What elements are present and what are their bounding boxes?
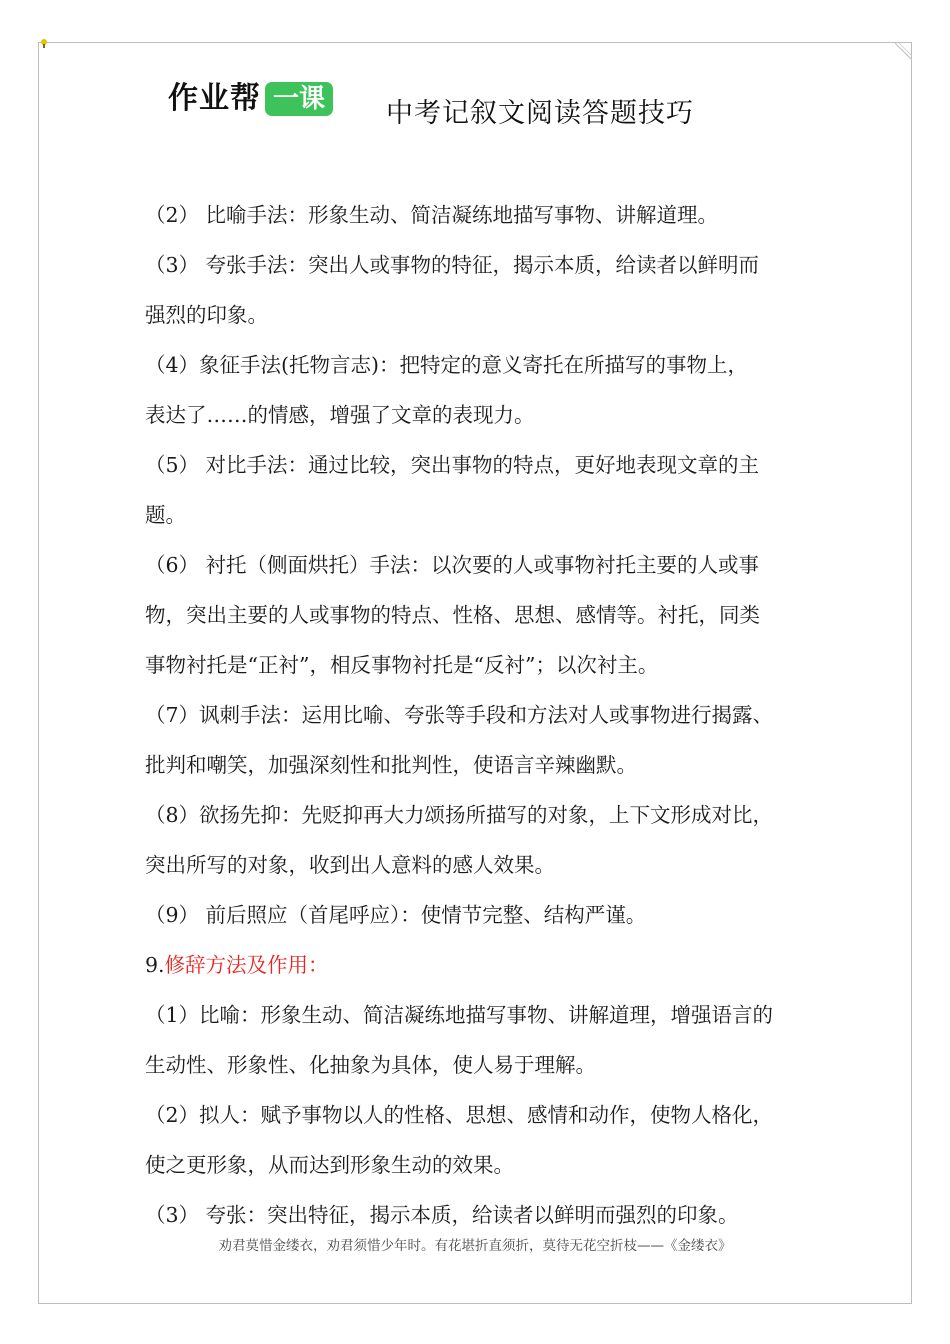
text-line: 突出所写的对象，收到出人意料的感人效果。 — [145, 853, 555, 877]
logo-badge: 一课 — [265, 82, 333, 116]
text-line: （3） 夸张：突出特征，揭示本质，给读者以鲜明而强烈的印象。 — [145, 1203, 739, 1227]
text-line: （9） 前后照应（首尾呼应）：使情节完整、结构严谨。 — [145, 903, 647, 927]
text-line: 事物衬托是“正衬”，相反事物衬托是“反衬”；以次衬主。 — [145, 653, 659, 677]
text-line: 使之更形象，从而达到形象生动的效果。 — [145, 1153, 514, 1177]
text-line: （3） 夸张手法：突出人或事物的特征，揭示本质，给读者以鲜明而 — [145, 253, 760, 277]
section-heading — [145, 940, 811, 990]
logo — [168, 82, 333, 116]
text-line: （5） 对比手法：通过比较，突出事物的特点，更好地表现文章的主 — [145, 453, 760, 477]
text-line: （1）比喻：形象生动、简洁凝练地描写事物、讲解道理，增强语言的 — [145, 1003, 774, 1027]
text-line: 表达了……的情感，增强了文章的表现力。 — [145, 403, 535, 427]
text-line: 题。 — [145, 503, 186, 527]
text-line: （8）欲扬先抑：先贬抑再大力颂扬所描写的对象，上下文形成对比， — [145, 803, 774, 827]
page-title: 中考记叙文阅读答题技巧 — [386, 98, 694, 129]
section-heading-text: 修辞方法及作用： — [164, 953, 329, 977]
text-line: （4）象征手法(托物言志)：把特定的意义寄托在所描写的事物上， — [145, 353, 749, 377]
text-line: 物，突出主要的人或事物的特点、性格、思想、感情等。衬托，同类 — [145, 603, 760, 627]
pin-icon — [39, 38, 49, 48]
document-body — [145, 190, 811, 1240]
text-line: （2） 比喻手法：形象生动、简洁凝练地描写事物、讲解道理。 — [145, 203, 719, 227]
text-line: （7）讽刺手法：运用比喻、夸张等手段和方法对人或事物进行揭露、 — [145, 703, 774, 727]
page-corner-fold-icon — [895, 43, 911, 59]
text-line: （2）拟人：赋予事物以人的性格、思想、感情和动作，使物人格化， — [145, 1103, 774, 1127]
text-line: 生动性、形象性、化抽象为具体，使人易于理解。 — [145, 1053, 596, 1077]
section-number: 9. — [145, 953, 165, 977]
text-line: 批判和嘲笑，加强深刻性和批判性，使语言辛辣幽默。 — [145, 753, 637, 777]
footer-quote: 劝君莫惜金缕衣，劝君须惜少年时。有花堪折直须折，莫待无花空折枝——《金缕衣》 — [218, 1238, 732, 1254]
logo-text: 作业帮 — [168, 81, 261, 116]
text-line: 强烈的印象。 — [145, 303, 268, 327]
text-line: （6） 衬托（侧面烘托）手法：以次要的人或事物衬托主要的人或事 — [145, 553, 760, 577]
